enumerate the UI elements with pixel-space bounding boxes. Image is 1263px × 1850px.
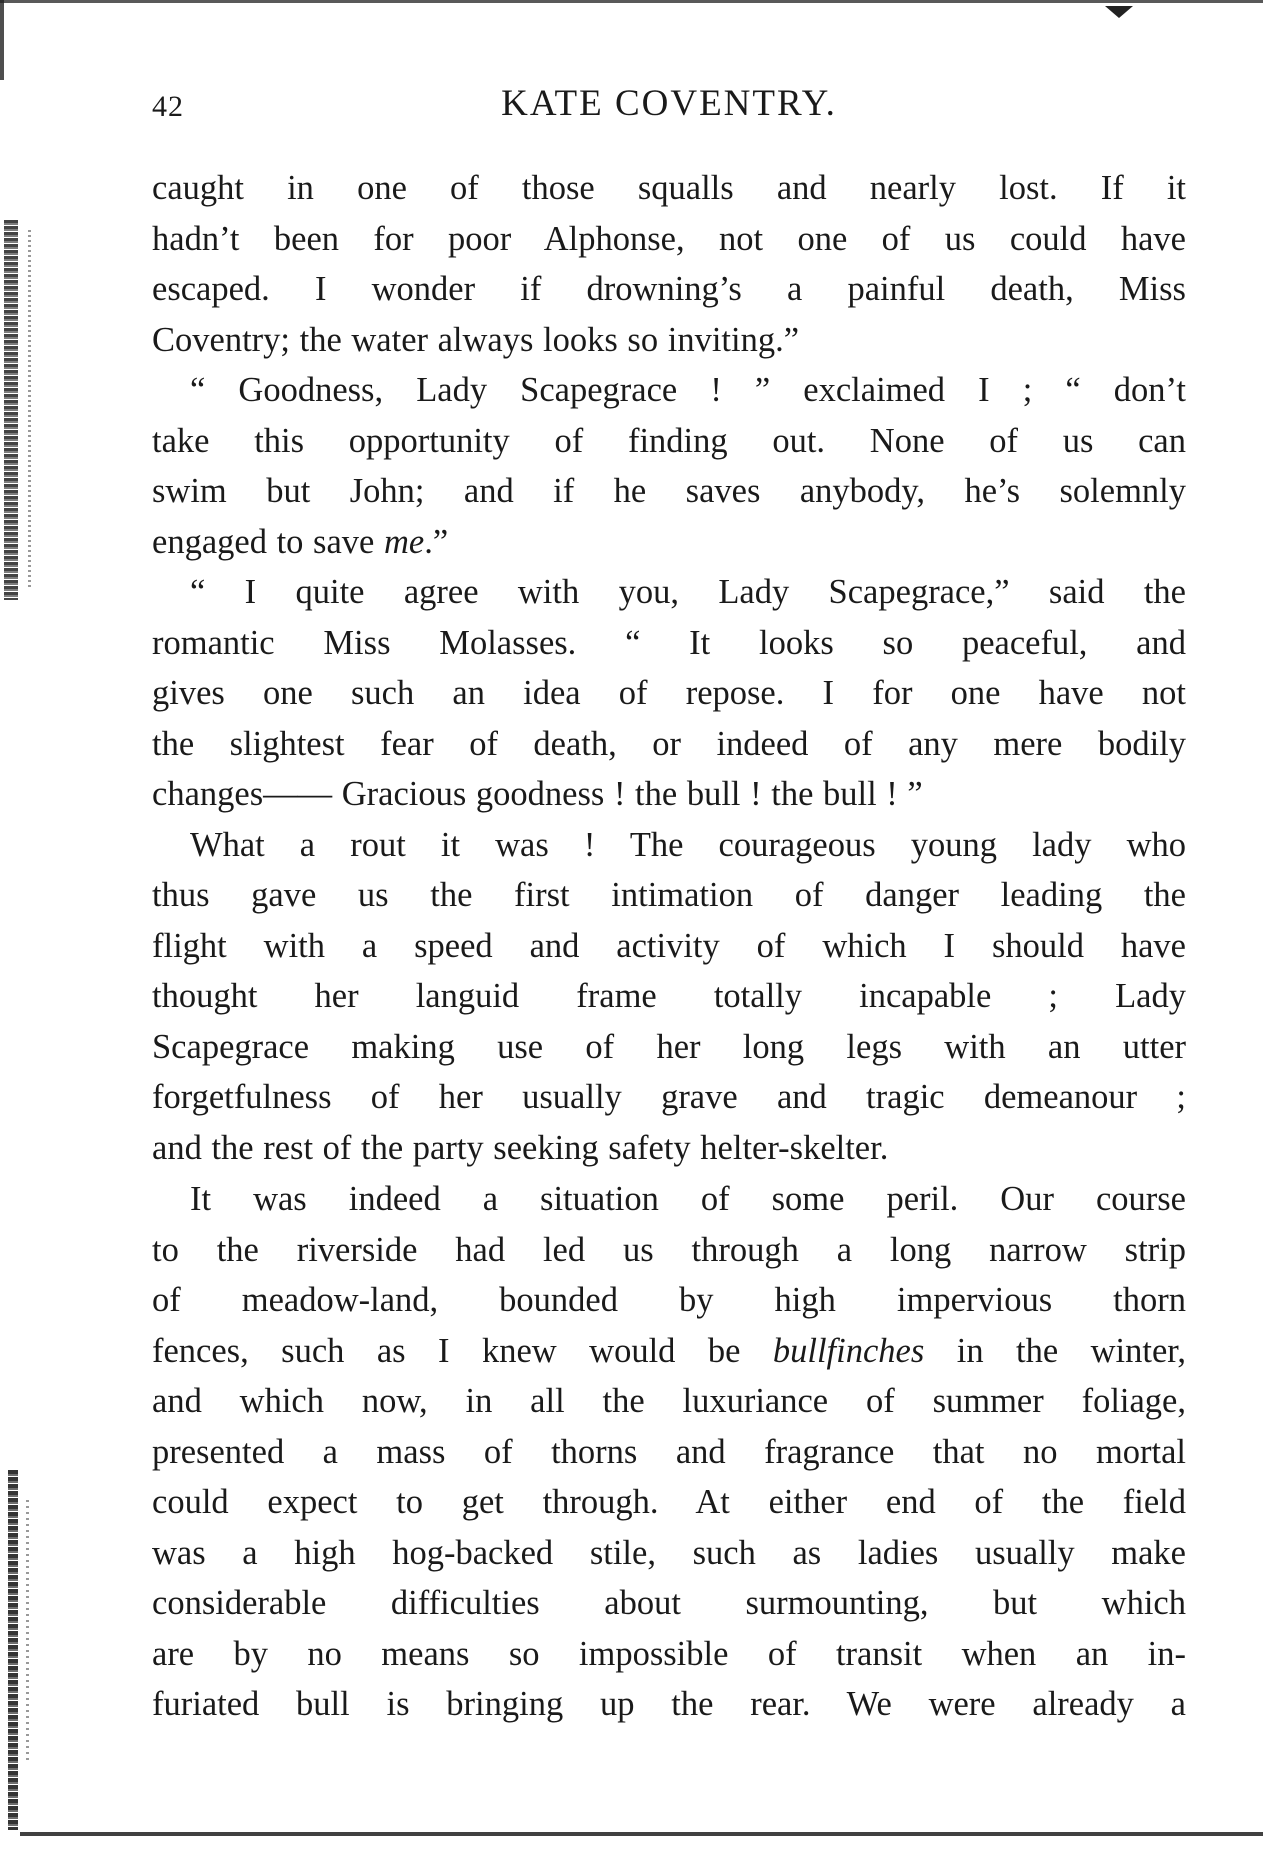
paragraph [152,567,1186,820]
paragraph [152,820,1186,1174]
text-line: romantic Miss Molasses. “ It looks so peaceful, and [152,623,1186,662]
text-line: swim but John; and if he saves anybody, he’s solemnly [152,472,1186,510]
scan-corner-mark [0,0,16,80]
text-line: of meadow-land, bounded by high impervious thorn [152,1281,1186,1319]
text-line: “ I quite agree with you, Lady Scapegrace,” said the [190,573,1186,611]
text-line: could expect to get through. At either end of the field [152,1483,1186,1521]
text-line: caught in one of those squalls and nearly lost. If it [152,169,1186,207]
text-run: fences, such as I knew would be [152,1331,773,1370]
text-line: changes—— Gracious goodness ! the bull ! the bull ! ” [152,775,923,813]
text-line: flight with a speed and activity of which I should have [152,926,1186,965]
text-line: the slightest fear of death, or indeed of any mere bodily [152,724,1186,763]
text-run: .” [424,522,449,561]
text-line: thought her languid frame totally incapable ; Lady [152,977,1186,1015]
text-line: considerable difficulties about surmounting, but which [152,1584,1186,1622]
emphasis-text: me [383,522,425,561]
text-line: Coventry; the water always looks so inviting.” [152,320,800,359]
text-line: are by no means so impossible of transit when an in- [152,1634,1186,1673]
text-line: It was indeed a situation of some peril. Our course [190,1180,1186,1218]
binding-shadow-upper-fine [28,230,31,590]
binding-shadow-upper [4,220,18,600]
text-run: engaged to save [152,522,384,561]
text-line [152,517,1186,568]
running-title: KATE COVENTRY. [501,83,837,124]
paragraph [152,163,1186,365]
text-line: hadn’t been for poor Alphonse, not one of us could have [152,219,1186,258]
text-line: and the rest of the party seeking safety helter-skelter. [152,1128,889,1167]
text-line: gives one such an idea of repose. I for one have not [152,674,1186,712]
text-run: in the winter, [924,1331,1186,1370]
text-line: “ Goodness, Lady Scapegrace ! ” exclaimed I ; “ don’t [190,371,1186,409]
text-line: and which now, in all the luxuriance of summer foliage, [152,1382,1186,1420]
text-line: escaped. I wonder if drowning’s a painful death, Miss [152,270,1186,308]
binding-shadow-lower [8,1470,18,1830]
text-line: presented a mass of thorns and fragrance that no mortal [152,1432,1186,1471]
body-text [152,163,1186,1730]
text-line: Scapegrace making use of her long legs with an utter [152,1027,1186,1066]
text-line: What a rout it was ! The courageous young lady who [190,825,1186,864]
text-line: take this opportunity of finding out. None of us can [152,421,1186,460]
scan-edge-bottom [20,1832,1263,1836]
text-line: forgetfulness of her usually grave and tragic demeanour ; [152,1078,1186,1116]
binding-shadow-lower-fine [26,1500,29,1760]
paragraph [152,1174,1186,1730]
scan-edge-top [0,0,1263,11]
text-line: furiated bull is bringing up the rear. We were already a [152,1685,1186,1723]
scan-mark [1105,6,1133,18]
text-line: to the riverside had led us through a long narrow strip [152,1230,1186,1269]
running-head [152,72,1186,132]
text-line: was a high hog-backed stile, such as ladies usually make [152,1533,1186,1572]
text-line: thus gave us the first intimation of danger leading the [152,876,1186,914]
text-line [152,1326,1186,1377]
paragraph [152,365,1186,567]
page-number: 42 [152,90,184,123]
emphasis-text: bullfinches [772,1331,925,1370]
